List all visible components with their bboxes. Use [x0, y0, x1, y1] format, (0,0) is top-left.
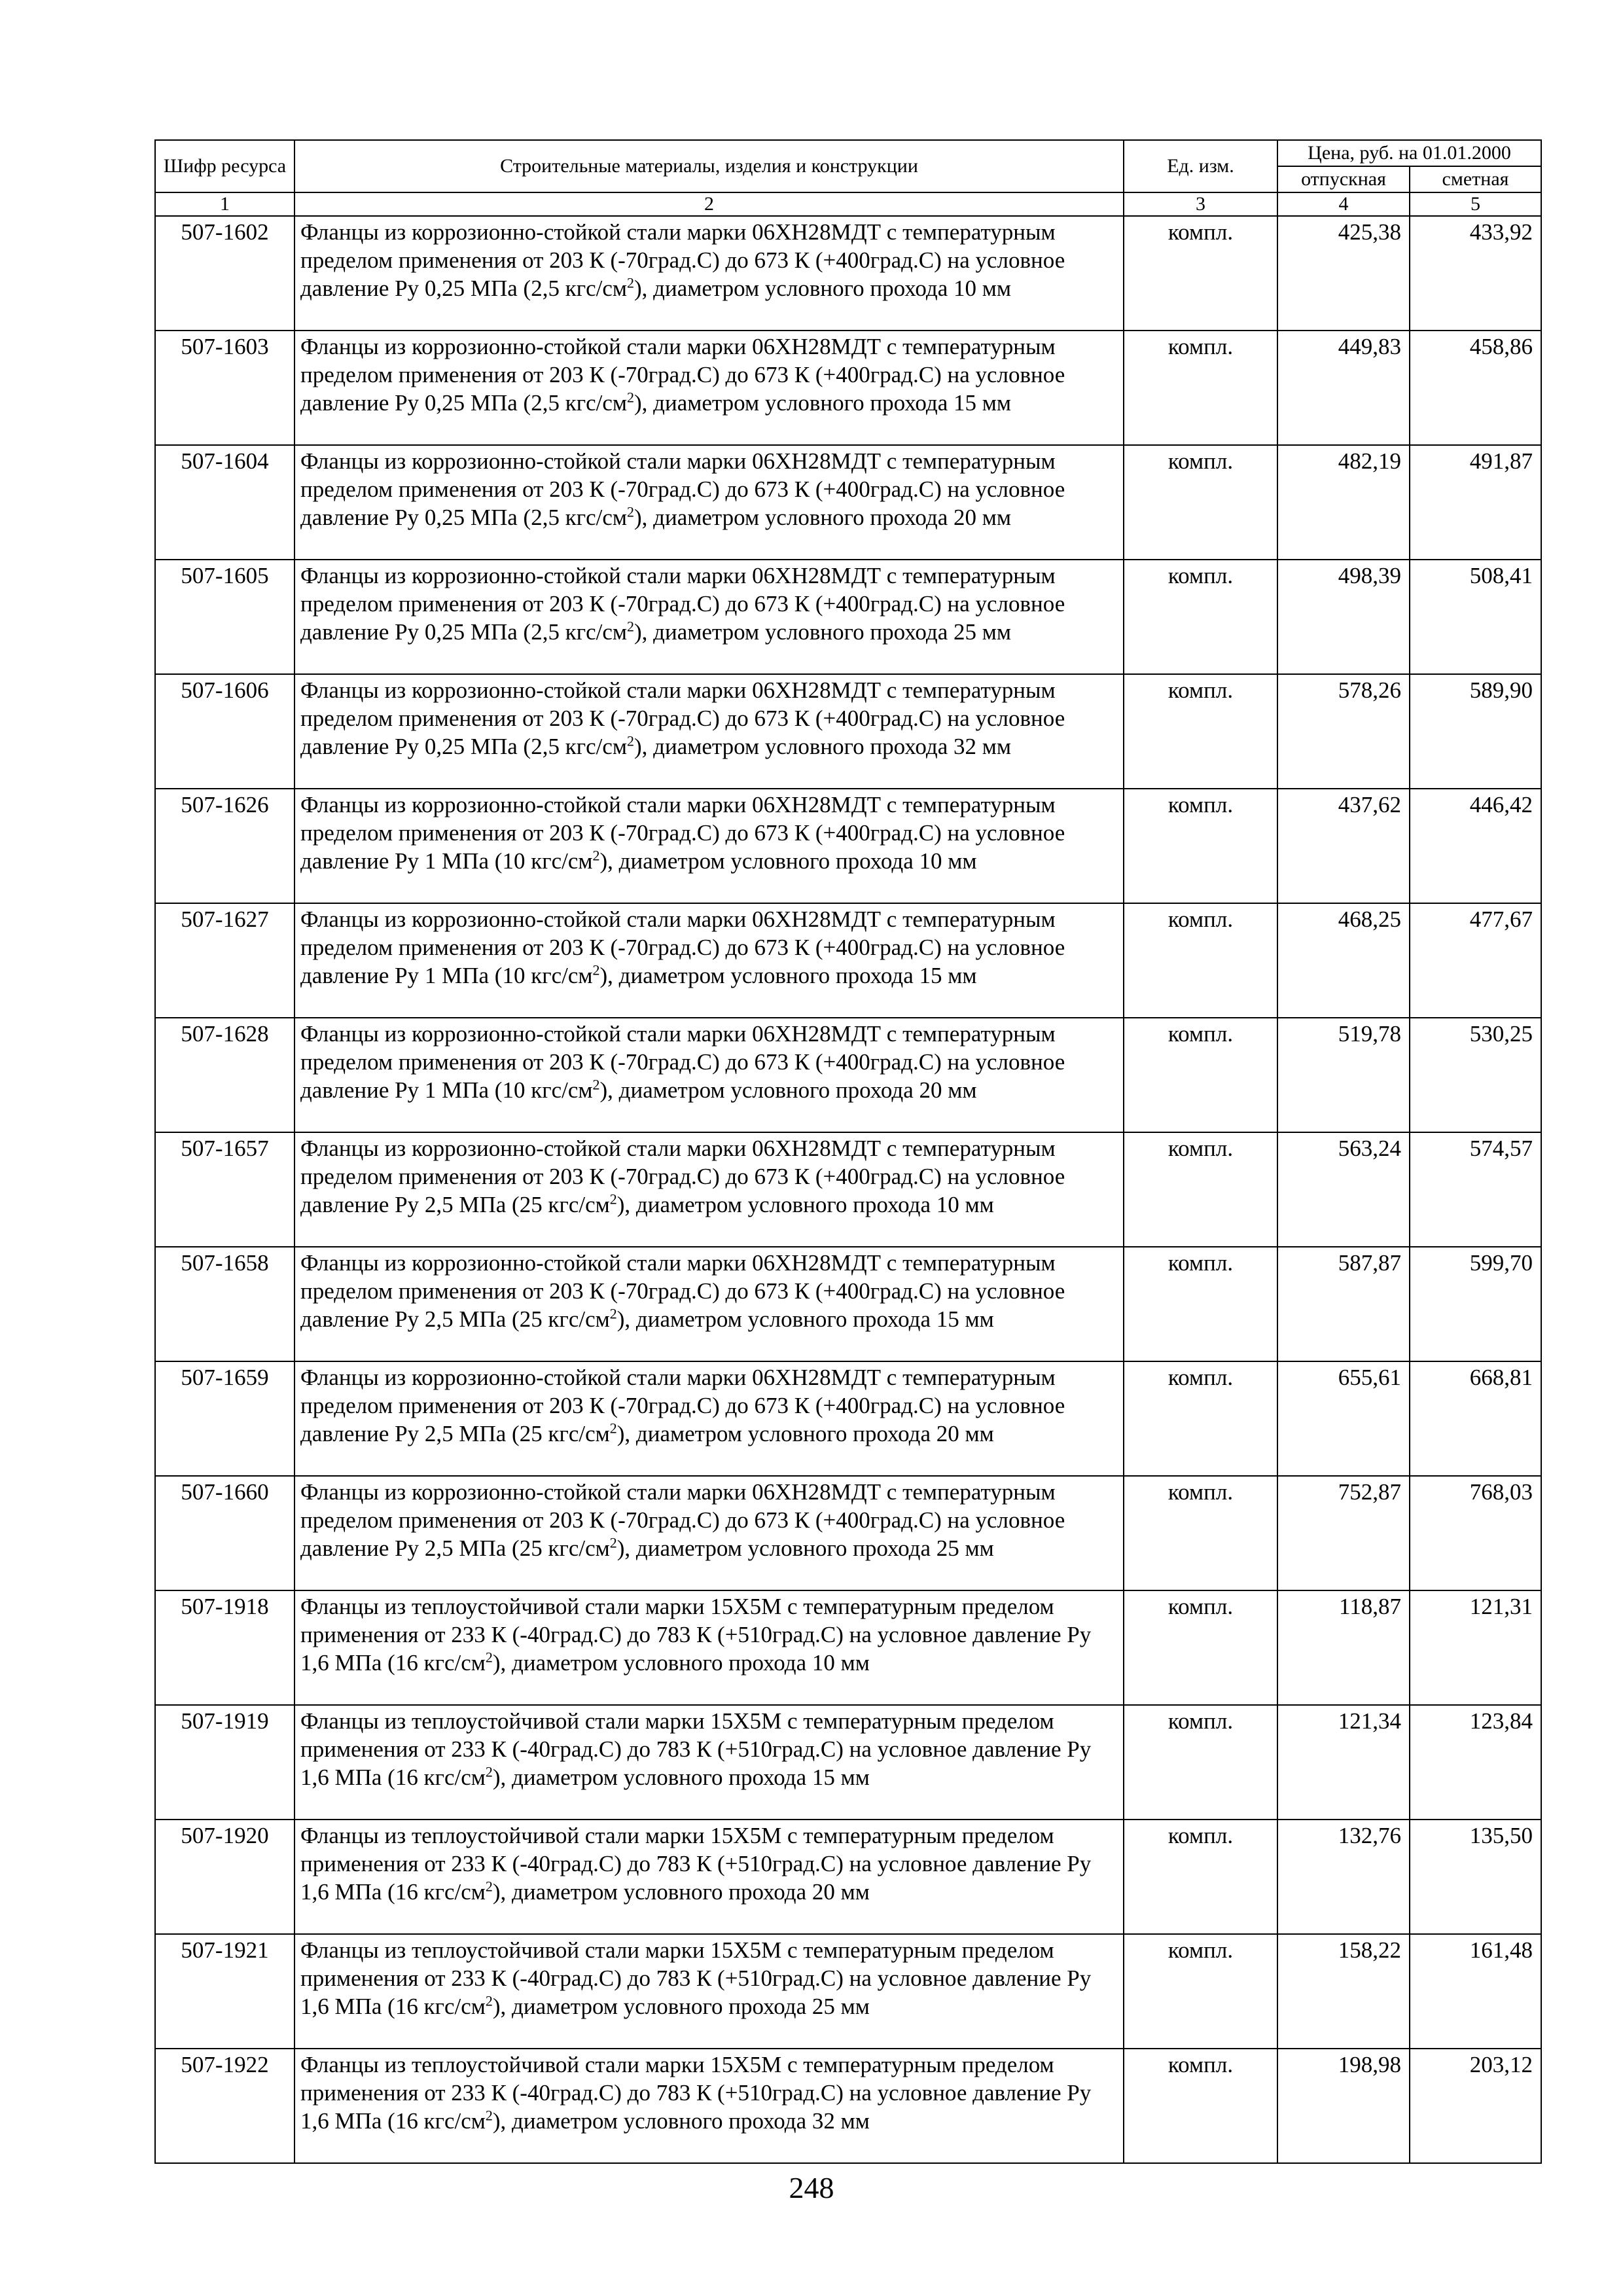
material-description: Фланцы из коррозионно-стойкой стали марки 06ХН28МДТ с температурным пределом применения от 203 К (-70град.С) до 673 К (+400град.С) на условное давление Ру 0,25 МПа (2,5 кгс/$см^2$), диаметром условного прохода 15 мм	[294, 331, 1124, 445]
unit-of-measure: компл.	[1124, 903, 1277, 1018]
unit-of-measure: компл.	[1124, 1247, 1277, 1361]
column-number: 4	[1277, 192, 1410, 216]
table-row	[155, 789, 1541, 903]
estimate-price: 161,48	[1410, 1934, 1541, 2049]
estimate-price: 203,12	[1410, 2049, 1541, 2163]
table-row	[155, 1934, 1541, 2049]
estimate-price: 589,90	[1410, 674, 1541, 789]
table-row	[155, 1590, 1541, 1705]
material-description: Фланцы из теплоустойчивой стали марки 15Х5М с температурным пределом применения от 233 К (-40град.С) до 783 К (+510град.С) на условное давление Ру 1,6 МПа (16 кгс/$см^2$), диаметром условного прохода 32 мм	[294, 2049, 1124, 2163]
estimate-price: 530,25	[1410, 1018, 1541, 1132]
table-row	[155, 560, 1541, 674]
resource-code: 507-1920	[155, 1820, 294, 1934]
resource-code: 507-1919	[155, 1705, 294, 1820]
table-row	[155, 674, 1541, 789]
release-price: 655,61	[1277, 1361, 1410, 1476]
header-estimate: сметная	[1410, 166, 1541, 192]
unit-of-measure: компл.	[1124, 560, 1277, 674]
unit-of-measure: компл.	[1124, 1361, 1277, 1476]
release-price: 449,83	[1277, 331, 1410, 445]
resource-code: 507-1657	[155, 1132, 294, 1247]
material-description: Фланцы из теплоустойчивой стали марки 15Х5М с температурным пределом применения от 233 К (-40град.С) до 783 К (+510град.С) на условное давление Ру 1,6 МПа (16 кгс/$см^2$), диаметром условного прохода 20 мм	[294, 1820, 1124, 1934]
resource-code: 507-1628	[155, 1018, 294, 1132]
column-number: 3	[1124, 192, 1277, 216]
header-name: Строительные материалы, изделия и конструкции	[294, 140, 1124, 192]
table-row	[155, 445, 1541, 560]
material-description: Фланцы из коррозионно-стойкой стали марки 06ХН28МДТ с температурным пределом применения от 203 К (-70град.С) до 673 К (+400град.С) на условное давление Ру 0,25 МПа (2,5 кгс/$см^2$), диаметром условного прохода 32 мм	[294, 674, 1124, 789]
release-price: 563,24	[1277, 1132, 1410, 1247]
material-description: Фланцы из теплоустойчивой стали марки 15Х5М с температурным пределом применения от 233 К (-40град.С) до 783 К (+510град.С) на условное давление Ру 1,6 МПа (16 кгс/$см^2$), диаметром условного прохода 15 мм	[294, 1705, 1124, 1820]
material-description: Фланцы из теплоустойчивой стали марки 15Х5М с температурным пределом применения от 233 К (-40град.С) до 783 К (+510град.С) на условное давление Ру 1,6 МПа (16 кгс/$см^2$), диаметром условного прохода 10 мм	[294, 1590, 1124, 1705]
header-unit: Ед. изм.	[1124, 140, 1277, 192]
estimate-price: 446,42	[1410, 789, 1541, 903]
unit-of-measure: компл.	[1124, 789, 1277, 903]
unit-of-measure: компл.	[1124, 1018, 1277, 1132]
unit-of-measure: компл.	[1124, 331, 1277, 445]
material-description: Фланцы из коррозионно-стойкой стали марки 06ХН28МДТ с температурным пределом применения от 203 К (-70град.С) до 673 К (+400град.С) на условное давление Ру 1 МПа (10 кгс/$см^2$), диаметром условного прохода 20 мм	[294, 1018, 1124, 1132]
material-description: Фланцы из коррозионно-стойкой стали марки 06ХН28МДТ с температурным пределом применения от 203 К (-70град.С) до 673 К (+400град.С) на условное давление Ру 2,5 МПа (25 кгс/$см^2$), диаметром условного прохода 25 мм	[294, 1476, 1124, 1590]
material-description: Фланцы из коррозионно-стойкой стали марки 06ХН28МДТ с температурным пределом применения от 203 К (-70град.С) до 673 К (+400град.С) на условное давление Ру 0,25 МПа (2,5 кгс/$см^2$), диаметром условного прохода 25 мм	[294, 560, 1124, 674]
estimate-price: 668,81	[1410, 1361, 1541, 1476]
unit-of-measure: компл.	[1124, 2049, 1277, 2163]
release-price: 425,38	[1277, 216, 1410, 331]
unit-of-measure: компл.	[1124, 1705, 1277, 1820]
unit-of-measure: компл.	[1124, 1476, 1277, 1590]
resource-code: 507-1602	[155, 216, 294, 331]
resource-code: 507-1660	[155, 1476, 294, 1590]
table-row	[155, 903, 1541, 1018]
unit-of-measure: компл.	[1124, 445, 1277, 560]
material-description: Фланцы из коррозионно-стойкой стали марки 06ХН28МДТ с температурным пределом применения от 203 К (-70град.С) до 673 К (+400град.С) на условное давление Ру 2,5 МПа (25 кгс/$см^2$), диаметром условного прохода 10 мм	[294, 1132, 1124, 1247]
resource-code: 507-1606	[155, 674, 294, 789]
material-description: Фланцы из коррозионно-стойкой стали марки 06ХН28МДТ с температурным пределом применения от 203 К (-70град.С) до 673 К (+400град.С) на условное давление Ру 2,5 МПа (25 кгс/$см^2$), диаметром условного прохода 20 мм	[294, 1361, 1124, 1476]
estimate-price: 121,31	[1410, 1590, 1541, 1705]
resource-code: 507-1658	[155, 1247, 294, 1361]
resource-code: 507-1604	[155, 445, 294, 560]
unit-of-measure: компл.	[1124, 216, 1277, 331]
table-row	[155, 331, 1541, 445]
estimate-price: 574,57	[1410, 1132, 1541, 1247]
table-body	[155, 216, 1541, 2163]
estimate-price: 458,86	[1410, 331, 1541, 445]
release-price: 752,87	[1277, 1476, 1410, 1590]
table-row	[155, 1247, 1541, 1361]
table-row	[155, 1361, 1541, 1476]
table-row	[155, 216, 1541, 331]
material-description: Фланцы из коррозионно-стойкой стали марки 06ХН28МДТ с температурным пределом применения от 203 К (-70град.С) до 673 К (+400град.С) на условное давление Ру 1 МПа (10 кгс/$см^2$), диаметром условного прохода 15 мм	[294, 903, 1124, 1018]
material-description: Фланцы из коррозионно-стойкой стали марки 06ХН28МДТ с температурным пределом применения от 203 К (-70град.С) до 673 К (+400град.С) на условное давление Ру 0,25 МПа (2,5 кгс/$см^2$), диаметром условного прохода 20 мм	[294, 445, 1124, 560]
estimate-price: 508,41	[1410, 560, 1541, 674]
release-price: 482,19	[1277, 445, 1410, 560]
table-row	[155, 1476, 1541, 1590]
estimate-price: 433,92	[1410, 216, 1541, 331]
resource-code: 507-1626	[155, 789, 294, 903]
material-description: Фланцы из коррозионно-стойкой стали марки 06ХН28МДТ с температурным пределом применения от 203 К (-70град.С) до 673 К (+400град.С) на условное давление Ру 2,5 МПа (25 кгс/$см^2$), диаметром условного прохода 15 мм	[294, 1247, 1124, 1361]
estimate-price: 123,84	[1410, 1705, 1541, 1820]
resource-code: 507-1627	[155, 903, 294, 1018]
release-price: 587,87	[1277, 1247, 1410, 1361]
header-price: Цена, руб. на 01.01.2000	[1277, 140, 1541, 166]
unit-of-measure: компл.	[1124, 1820, 1277, 1934]
resource-code: 507-1605	[155, 560, 294, 674]
release-price: 468,25	[1277, 903, 1410, 1018]
unit-of-measure: компл.	[1124, 1934, 1277, 2049]
release-price: 578,26	[1277, 674, 1410, 789]
table-row	[155, 2049, 1541, 2163]
resource-code: 507-1659	[155, 1361, 294, 1476]
unit-of-measure: компл.	[1124, 1590, 1277, 1705]
resource-code: 507-1918	[155, 1590, 294, 1705]
material-description: Фланцы из коррозионно-стойкой стали марки 06ХН28МДТ с температурным пределом применения от 203 К (-70град.С) до 673 К (+400град.С) на условное давление Ру 1 МПа (10 кгс/$см^2$), диаметром условного прохода 10 мм	[294, 789, 1124, 903]
resource-code: 507-1603	[155, 331, 294, 445]
resource-code: 507-1922	[155, 2049, 294, 2163]
column-number: 2	[294, 192, 1124, 216]
column-number: 5	[1410, 192, 1541, 216]
estimate-price: 477,67	[1410, 903, 1541, 1018]
page-number: 248	[789, 2171, 834, 2204]
header-release: отпускная	[1277, 166, 1410, 192]
release-price: 498,39	[1277, 560, 1410, 674]
release-price: 121,34	[1277, 1705, 1410, 1820]
estimate-price: 768,03	[1410, 1476, 1541, 1590]
estimate-price: 135,50	[1410, 1820, 1541, 1934]
estimate-price: 599,70	[1410, 1247, 1541, 1361]
table-row	[155, 1018, 1541, 1132]
material-description: Фланцы из теплоустойчивой стали марки 15Х5М с температурным пределом применения от 233 К (-40град.С) до 783 К (+510град.С) на условное давление Ру 1,6 МПа (16 кгс/$см^2$), диаметром условного прохода 25 мм	[294, 1934, 1124, 2049]
release-price: 158,22	[1277, 1934, 1410, 2049]
release-price: 118,87	[1277, 1590, 1410, 1705]
material-description: Фланцы из коррозионно-стойкой стали марки 06ХН28МДТ с температурным пределом применения от 203 К (-70град.С) до 673 К (+400град.С) на условное давление Ру 0,25 МПа (2,5 кгс/$см^2$), диаметром условного прохода 10 мм	[294, 216, 1124, 331]
release-price: 132,76	[1277, 1820, 1410, 1934]
unit-of-measure: компл.	[1124, 674, 1277, 789]
estimate-price: 491,87	[1410, 445, 1541, 560]
header-code: Шифр ресурса	[155, 140, 294, 192]
release-price: 198,98	[1277, 2049, 1410, 2163]
table-row	[155, 1820, 1541, 1934]
resource-code: 507-1921	[155, 1934, 294, 2049]
table-row	[155, 1705, 1541, 1820]
unit-of-measure: компл.	[1124, 1132, 1277, 1247]
column-number: 1	[155, 192, 294, 216]
table-row	[155, 1132, 1541, 1247]
release-price: 519,78	[1277, 1018, 1410, 1132]
release-price: 437,62	[1277, 789, 1410, 903]
price-table	[154, 139, 1542, 2164]
